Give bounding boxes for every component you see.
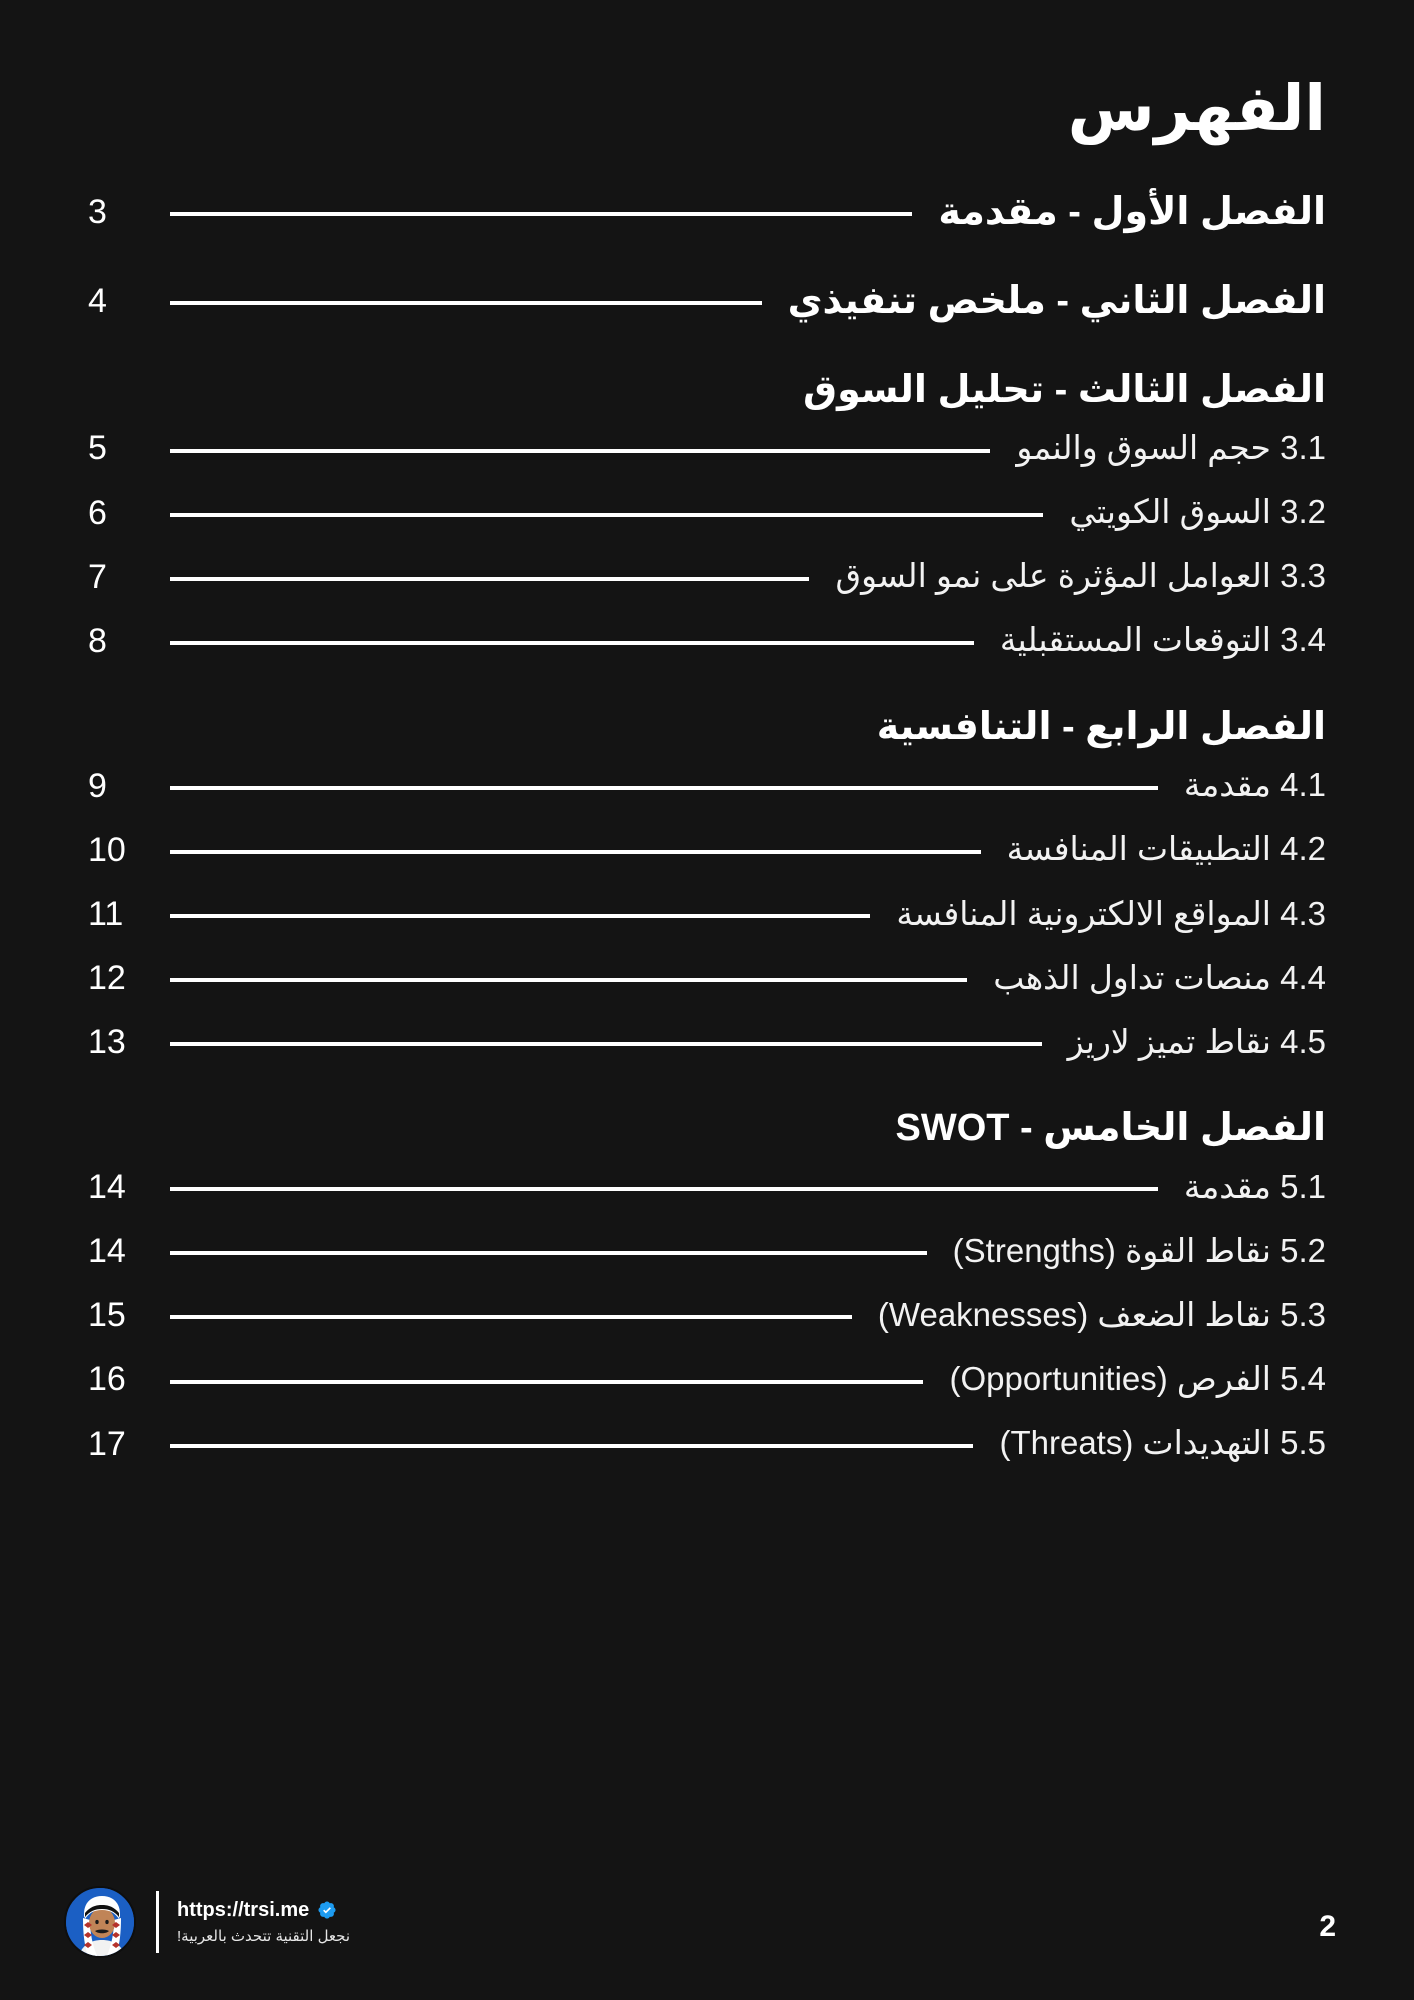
toc-entry-label: 3.3 العوامل المؤثرة على نمو السوق (835, 557, 1326, 595)
toc-leader-line (170, 786, 1158, 790)
toc-page-number: 14 (88, 1168, 126, 1207)
toc-leader-line (170, 577, 809, 581)
toc-leader-line (170, 212, 912, 216)
toc-entry-row[interactable] (88, 1022, 1326, 1062)
toc-chapter-row[interactable] (88, 368, 1326, 413)
brand-block (64, 1886, 350, 1958)
brand-url-text: https://trsi.me (177, 1898, 310, 1921)
toc-entry-label: 5.4 الفرص (Opportunities) (949, 1360, 1326, 1398)
brand-text (177, 1898, 350, 1947)
toc-leader-line (170, 301, 762, 305)
toc-page-number: 11 (88, 894, 124, 933)
toc-leader-line (170, 513, 1043, 517)
toc-entry-row[interactable] (88, 1424, 1326, 1464)
toc-entry-label: 4.2 التطبيقات المنافسة (1006, 830, 1326, 868)
toc-entry-row[interactable] (88, 557, 1326, 597)
toc-entry-label: 4.3 المواقع الالكترونية المنافسة (896, 894, 1326, 932)
toc-page-number: 3 (88, 193, 107, 232)
toc-page-number: 14 (88, 1232, 126, 1271)
toc-leader-line (170, 1315, 852, 1319)
toc-page-number: 6 (88, 493, 107, 532)
toc-entry-row[interactable] (88, 830, 1326, 870)
toc-entry-row[interactable] (88, 958, 1326, 998)
toc-page-number: 10 (88, 830, 126, 869)
page-title: الفهرس (1067, 74, 1326, 144)
toc-entry-row[interactable] (88, 1295, 1326, 1335)
footer-divider (156, 1891, 159, 1953)
toc-entry-row[interactable] (88, 1167, 1326, 1207)
toc-entry-label: 5.3 نقاط الضعف (Weaknesses) (877, 1295, 1326, 1333)
toc-leader-line (170, 449, 990, 453)
toc-entry-label: 4.4 منصات تداول الذهب (993, 958, 1326, 996)
toc-page-number: 12 (88, 959, 126, 998)
toc-page-number: 17 (88, 1424, 126, 1463)
toc-page-number: 13 (88, 1023, 126, 1062)
toc-page-number: 16 (88, 1360, 126, 1399)
toc-leader-line (170, 1380, 923, 1384)
toc-entry-row[interactable] (88, 493, 1326, 533)
verified-badge-icon (317, 1900, 337, 1920)
toc-leader-line (170, 1444, 973, 1448)
toc-entry-row[interactable] (88, 766, 1326, 806)
toc-leader-line (170, 1251, 927, 1255)
toc-entry-label: 5.1 مقدمة (1183, 1167, 1326, 1205)
toc-entry-label: 5.5 التهديدات (Threats) (999, 1424, 1326, 1462)
toc-entry-label: 4.1 مقدمة (1183, 766, 1326, 804)
page-footer (0, 1862, 1414, 1958)
toc-page-number: 7 (88, 557, 107, 596)
toc-entry-label: الفصل الثاني - ملخص تنفيذي (787, 279, 1326, 322)
toc-leader-line (170, 641, 974, 645)
toc-page-number: 9 (88, 766, 107, 805)
toc-entry-row[interactable] (88, 1231, 1326, 1271)
toc-chapter-row[interactable] (88, 705, 1326, 750)
table-of-contents (88, 190, 1326, 1488)
toc-entry-row[interactable] (88, 894, 1326, 934)
toc-chapter-row[interactable] (88, 1106, 1326, 1151)
toc-entry-label: الفصل الرابع - التنافسية (876, 705, 1326, 748)
toc-entry-row[interactable] (88, 621, 1326, 661)
toc-entry-row[interactable] (88, 1359, 1326, 1399)
toc-entry-label: 3.4 التوقعات المستقبلية (999, 621, 1326, 659)
toc-entry-label: 5.2 نقاط القوة (Strengths) (952, 1231, 1326, 1269)
toc-entry-label: 4.5 نقاط تميز لاريز (1067, 1022, 1326, 1060)
avatar (64, 1886, 136, 1958)
toc-entry-label: الفصل الأول - مقدمة (938, 191, 1326, 233)
brand-tagline: نجعل التقنية تتحدث بالعربية! (177, 1927, 351, 1945)
toc-leader-line (170, 850, 981, 854)
toc-chapter-row[interactable] (88, 279, 1326, 324)
toc-entry-label: الفصل الخامس - SWOT (895, 1107, 1326, 1150)
page-number: 2 (1319, 1910, 1336, 1943)
toc-page-number: 4 (88, 282, 107, 321)
toc-page-number: 15 (88, 1296, 126, 1335)
toc-leader-line (170, 1187, 1158, 1191)
toc-page-number: 8 (88, 621, 107, 660)
toc-chapter-row[interactable] (88, 190, 1326, 235)
toc-entry-label: 3.2 السوق الكويتي (1069, 493, 1326, 531)
toc-entry-label: الفصل الثالث - تحليل السوق (803, 368, 1326, 411)
toc-entry-row[interactable] (88, 428, 1326, 468)
toc-leader-line (170, 914, 870, 918)
toc-leader-line (170, 978, 967, 982)
brand-url-row[interactable] (177, 1898, 350, 1923)
toc-entry-label: 3.1 حجم السوق والنمو (1016, 429, 1326, 467)
toc-leader-line (170, 1042, 1042, 1046)
toc-page-number: 5 (88, 429, 107, 468)
